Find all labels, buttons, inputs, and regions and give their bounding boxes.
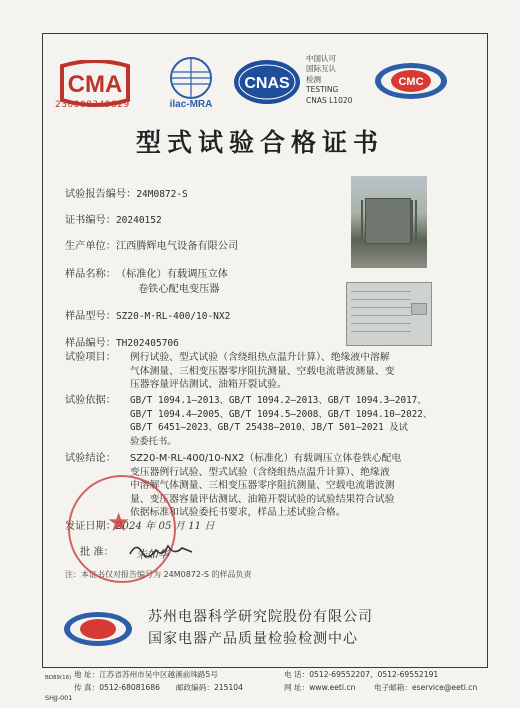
footer-postcode: 邮政编码：215104	[176, 683, 243, 692]
test-basis-line: GB/T 6451—2023、GB/T 25438—2010、JB/T 501—2021 及试	[130, 422, 408, 434]
footer-organization-name: 苏州电器科学研究院股份有限公司	[148, 609, 373, 625]
test-items-line: 气体测量、三相变压器零序阻抗测量、空载电流谐波测量、变	[130, 365, 395, 377]
issue-date-label: 发证日期：	[65, 521, 116, 532]
cmc-logo-text: CMC	[398, 76, 424, 88]
certificate-number-label: 证书编号：	[65, 215, 116, 226]
manufacturer-label: 生产单位：	[65, 241, 116, 252]
footer-phone: 电 话：0512-69552207、0512-69552191	[284, 670, 439, 679]
report-number-label: 试验报告编号：	[65, 189, 137, 200]
test-basis-line: GB/T 1094.1—2013、GB/T 1094.2—2013、GB/T 1094.3—2017、	[130, 395, 427, 406]
conclusion-line: 依据标准和试验委托书要求，样品上述试验合格。	[130, 507, 346, 519]
test-items-label: 试验项目：	[65, 352, 116, 363]
footer-email: 电子邮箱：eservice@eeti.cn	[374, 683, 478, 692]
sample-number-label: 样品编号：	[65, 338, 116, 349]
sample-model-label: 样品型号：	[65, 311, 116, 322]
footer-website: 网 址：www.eeti.cn	[284, 683, 356, 692]
cnas-accreditation-text: 中国认可 国际互认 检测 TESTING CNAS L1020	[306, 54, 353, 105]
certificate-number-value: 20240152	[115, 215, 162, 226]
cma-logo-text: CMA	[67, 71, 123, 98]
issue-date-value: 2024 年 05 月 11 日	[115, 521, 215, 532]
test-basis-line: GB/T 1094.4—2005、GB/T 1094.5—2008、GB/T 1094.10—2022、	[130, 408, 433, 420]
test-items-line: 例行试验、型式试验（含绕组热点温升计算）、绝缘液中溶解	[130, 352, 390, 363]
sample-number-row	[65, 337, 179, 350]
nameplate-photo	[346, 282, 432, 346]
approver-signature	[126, 540, 196, 562]
footer-center-name: 国家电器产品质量检验检测中心	[148, 631, 358, 647]
sample-model-value: SZ20-M·RL-400/10-NX2	[115, 311, 231, 322]
sample-number-value: TH202405706	[115, 338, 179, 349]
footer-document-code: SHJJ-001	[45, 694, 73, 702]
test-basis-text	[130, 394, 470, 448]
footer-fax: 传 真：0512-68081686	[74, 683, 160, 692]
certificate-number-row	[65, 214, 162, 227]
footer-address: 地 址：江苏省苏州市吴中区越溪前珠路5号	[74, 670, 218, 679]
approver-signature-text: 朱如华	[136, 548, 169, 561]
test-items-line: 压器容量评估测试、油箱开裂试验。	[130, 379, 287, 391]
cmc-footer-logo-icon	[62, 610, 134, 648]
sample-name-label: 样品名称：	[65, 269, 116, 280]
cnas-logo-text: CNAS	[244, 75, 290, 92]
sample-name-row	[65, 268, 228, 281]
cma-number: 230008349829	[55, 100, 130, 110]
report-number-value: 24M0872-S	[136, 189, 188, 200]
conclusion-line: 变压器例行试验、型式试验（含绕组热点温升计算）、绝缘液	[130, 466, 390, 478]
conclusion-line: 量、变压器容量评估测试、油箱开裂试验的试验结果符合试验	[130, 493, 395, 505]
conclusion-line: SZ20-M·RL-400/10-NX2（标准化）有载调压立体卷铁心配电	[130, 453, 402, 464]
approver-label: 批 准：	[80, 547, 114, 558]
sample-name-line2: 卷铁心配电变压器	[138, 284, 220, 295]
transformer-photo	[351, 176, 427, 268]
certificate-note: 注：本证书仅对报告编号为 24M0872-S 的样品负责	[65, 570, 252, 579]
conclusion-label: 试验结论：	[65, 453, 116, 464]
footer-form-code: BD89(16)	[45, 675, 72, 681]
seal-star-icon: ★	[107, 508, 131, 538]
test-basis-label: 试验依据：	[65, 395, 116, 406]
cnas-logo-icon	[232, 58, 302, 106]
report-number-row	[65, 188, 188, 201]
test-basis-line: 验委托书。	[130, 435, 177, 447]
conclusion-text	[130, 452, 470, 520]
ilac-logo-text: ilac-MRA	[169, 99, 213, 110]
test-items-text	[130, 351, 470, 392]
manufacturer-row	[65, 240, 238, 253]
sample-model-row	[65, 310, 230, 323]
certificate-title: 型式试验合格证书	[135, 128, 384, 157]
manufacturer-value: 江西腾辉电气设备有限公司	[115, 241, 239, 252]
ilac-mra-logo-icon	[160, 54, 222, 110]
cmc-logo-icon	[372, 60, 450, 102]
sample-name-line1: （标准化）有载调压立体	[115, 269, 228, 280]
conclusion-line: 中溶解气体测量、三相变压器零序阻抗测量、空载电流谐波测	[130, 480, 395, 492]
